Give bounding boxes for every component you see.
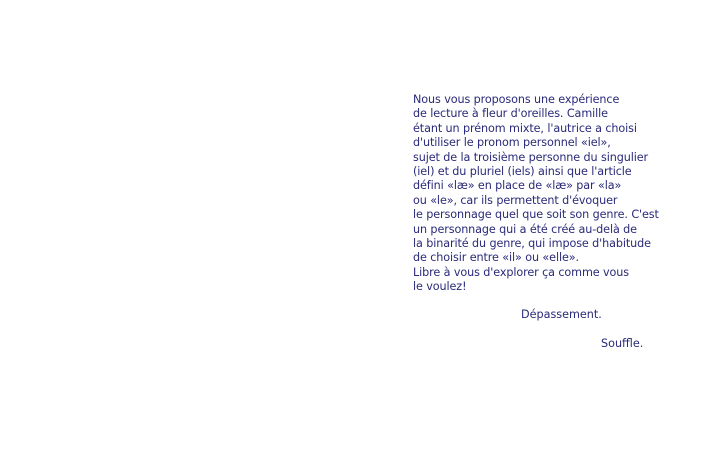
- paragraph-line: la binarité du genre, qui impose d'habitude: [413, 236, 651, 250]
- paragraph-line: ou «le», car ils permettent d'évoquer: [413, 193, 618, 207]
- paragraph-line: étant un prénom mixte, l'autrice a choisi: [413, 121, 637, 135]
- paragraph-line: de choisir entre «il» ou «elle».: [413, 251, 579, 265]
- paragraph-line: Libre à vous d'explorer ça comme vous: [413, 265, 629, 279]
- paragraph-line: le voulez!: [413, 280, 467, 294]
- paragraph-line: Nous vous proposons une expérience: [413, 93, 620, 106]
- paragraph-line: (iel) et du pluriel (iels) ainsi que l'article: [413, 164, 632, 178]
- paragraph-line: d'utiliser le pronom personnel «iel»,: [413, 136, 611, 150]
- paragraph-line: de lecture à fleur d'oreilles. Camille: [413, 107, 608, 121]
- paragraph-line: sujet de la troisième personne du singulier: [413, 150, 649, 164]
- paragraph-line: un personnage qui a été créé au-delà de: [413, 222, 637, 236]
- paragraph-line: défini «læ» en place de «læ» par «la»: [413, 179, 622, 193]
- closing-word-souffle: Souffle.: [601, 337, 644, 350]
- intro-paragraph: [413, 93, 659, 294]
- closing-word-depassement: Dépassement.: [521, 308, 602, 321]
- paragraph-line: le personnage quel que soit son genre. C'est: [413, 208, 659, 222]
